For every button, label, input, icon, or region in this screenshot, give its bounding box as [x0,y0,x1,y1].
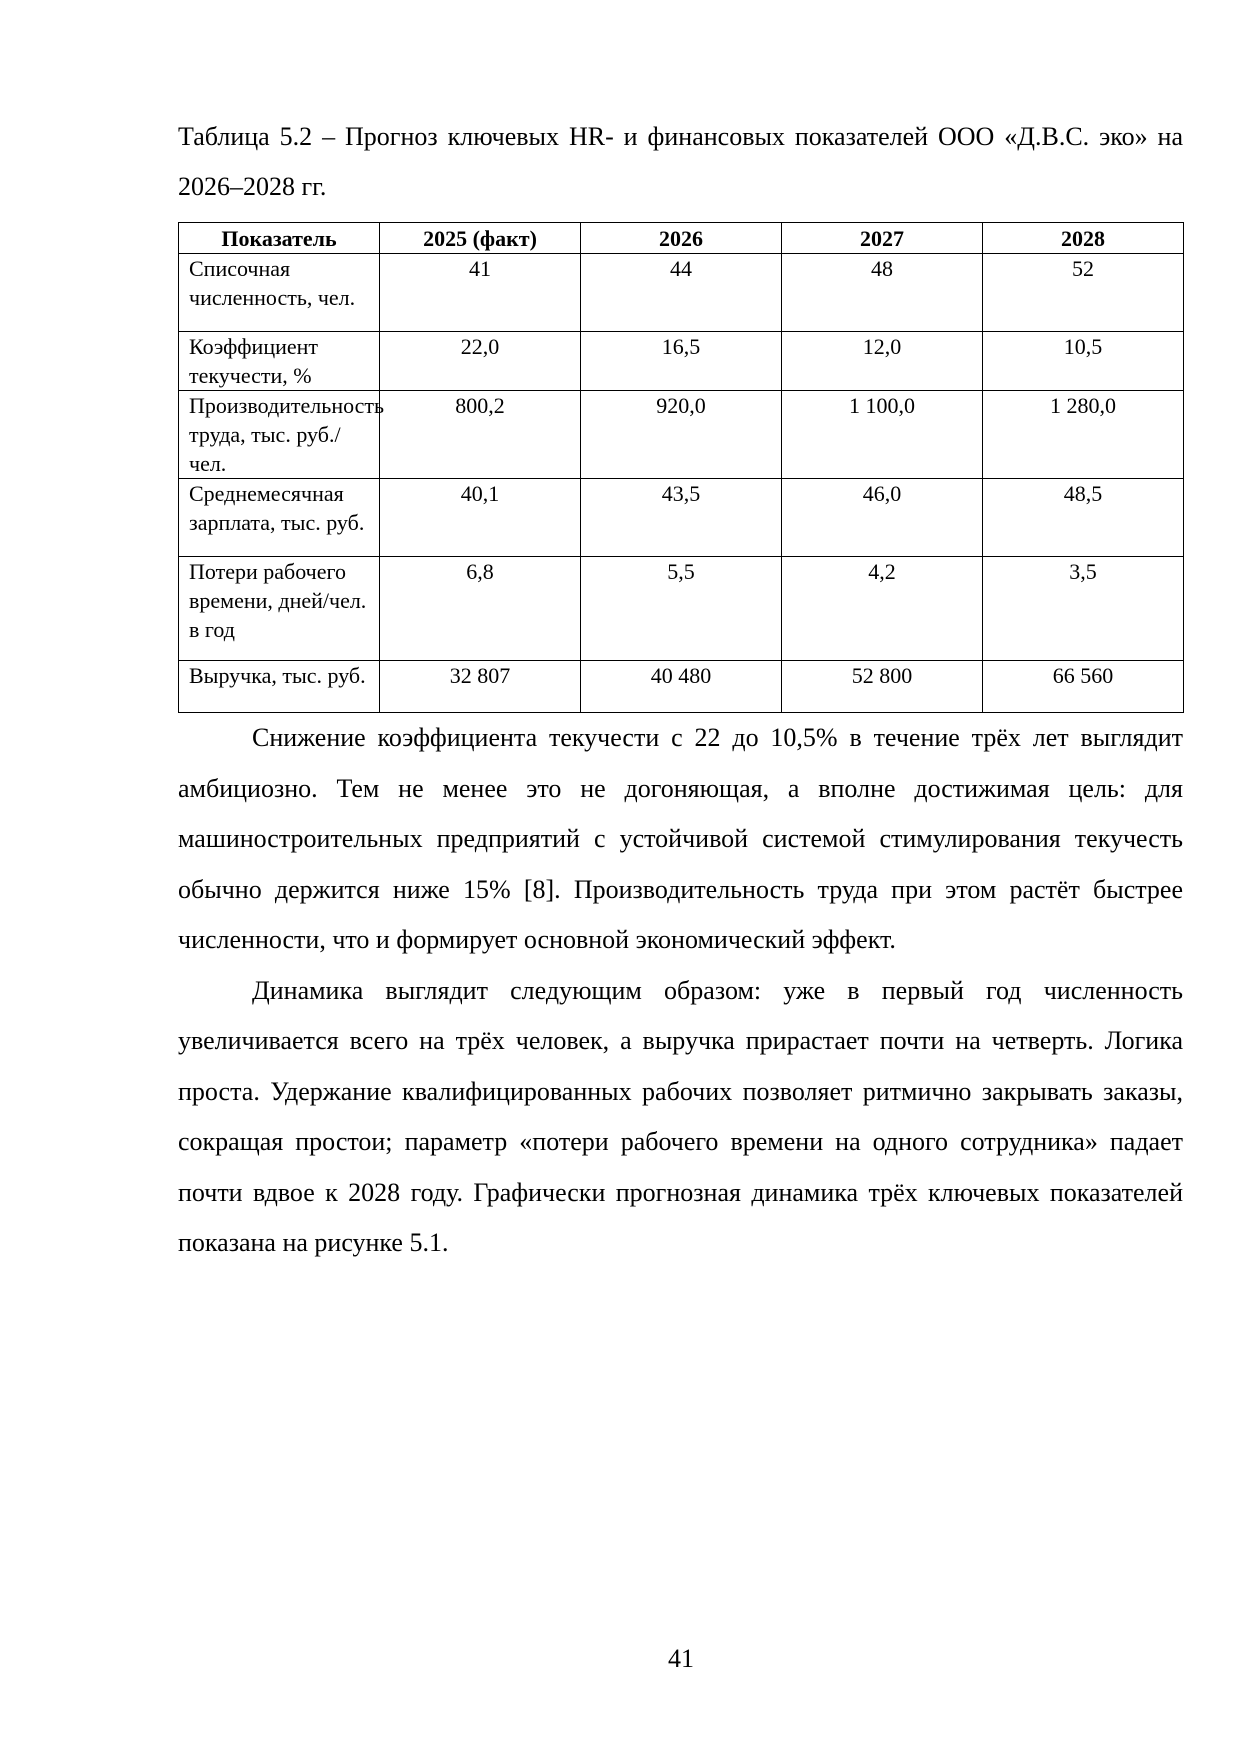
table-header-row [179,223,1184,254]
body-paragraph: Снижение коэффициента текучести с 22 до 10,5% в течение трёх лет выглядит амбициозно. Тем не менее это не догоняющая, а вполне достижимая цель: для машиностроительных предприятий с устойчивой системой стимулирования текучесть обычно держится ниже 15% [8]. Производительность труда при этом растёт быстрее численности, что и формирует основной экономический эффект. [178,723,1183,954]
table-row [179,557,1184,661]
table-cell: 12,0 [782,332,983,391]
table-row [179,479,1184,557]
table-cell: 800,2 [380,391,581,479]
table-cell: 44 [581,254,782,332]
row-label: Производительность труда, тыс. руб./чел. [179,391,380,479]
table-row [179,661,1184,713]
row-label: Среднемесячная зарплата, тыс. руб. [179,479,380,557]
column-header-2025: 2025 (факт) [380,223,581,254]
table-cell: 4,2 [782,557,983,661]
document-page [178,112,1183,1269]
table-cell: 43,5 [581,479,782,557]
table-cell: 52 [983,254,1184,332]
table-row [179,332,1184,391]
table-cell: 920,0 [581,391,782,479]
row-label: Коэффициент текучести, % [179,332,380,391]
column-header-indicator: Показатель [179,223,380,254]
table-caption: Таблица 5.2 – Прогноз ключевых HR- и финансовых показателей ООО «Д.В.С. эко» на 2026–2028 гг. [178,122,1183,201]
table-cell: 32 807 [380,661,581,713]
table-cell: 40,1 [380,479,581,557]
column-header-2027: 2027 [782,223,983,254]
table-cell: 10,5 [983,332,1184,391]
forecast-table [178,222,1184,713]
table-cell: 48 [782,254,983,332]
page-number: 41 [668,1644,694,1673]
table-cell: 40 480 [581,661,782,713]
table-cell: 41 [380,254,581,332]
table-cell: 22,0 [380,332,581,391]
table-cell: 5,5 [581,557,782,661]
table-cell: 16,5 [581,332,782,391]
table-cell: 52 800 [782,661,983,713]
body-paragraph: Динамика выглядит следующим образом: уже в первый год численность увеличивается всего на трёх человек, а выручка прирастает почти на четверть. Логика проста. Удержание квалифицированных рабочих позволяет ритмично закрывать заказы, сокращая простои; параметр «потери рабочего времени на одного сотрудника» падает почти вдвое к 2028 году. Графически прогнозная динамика трёх ключевых показателей показана на рисунке 5.1. [178,975,1183,1257]
row-label: Потери рабочего времени, дней/чел. в год [179,557,380,661]
column-header-2028: 2028 [983,223,1184,254]
table-cell: 66 560 [983,661,1184,713]
table-cell: 48,5 [983,479,1184,557]
table-cell: 6,8 [380,557,581,661]
table-cell: 46,0 [782,479,983,557]
table-cell: 3,5 [983,557,1184,661]
table-row [179,254,1184,332]
row-label: Выручка, тыс. руб. [179,661,380,713]
table-row [179,391,1184,479]
table-cell: 1 100,0 [782,391,983,479]
table-cell: 1 280,0 [983,391,1184,479]
column-header-2026: 2026 [581,223,782,254]
row-label: Списочная численность, чел. [179,254,380,332]
